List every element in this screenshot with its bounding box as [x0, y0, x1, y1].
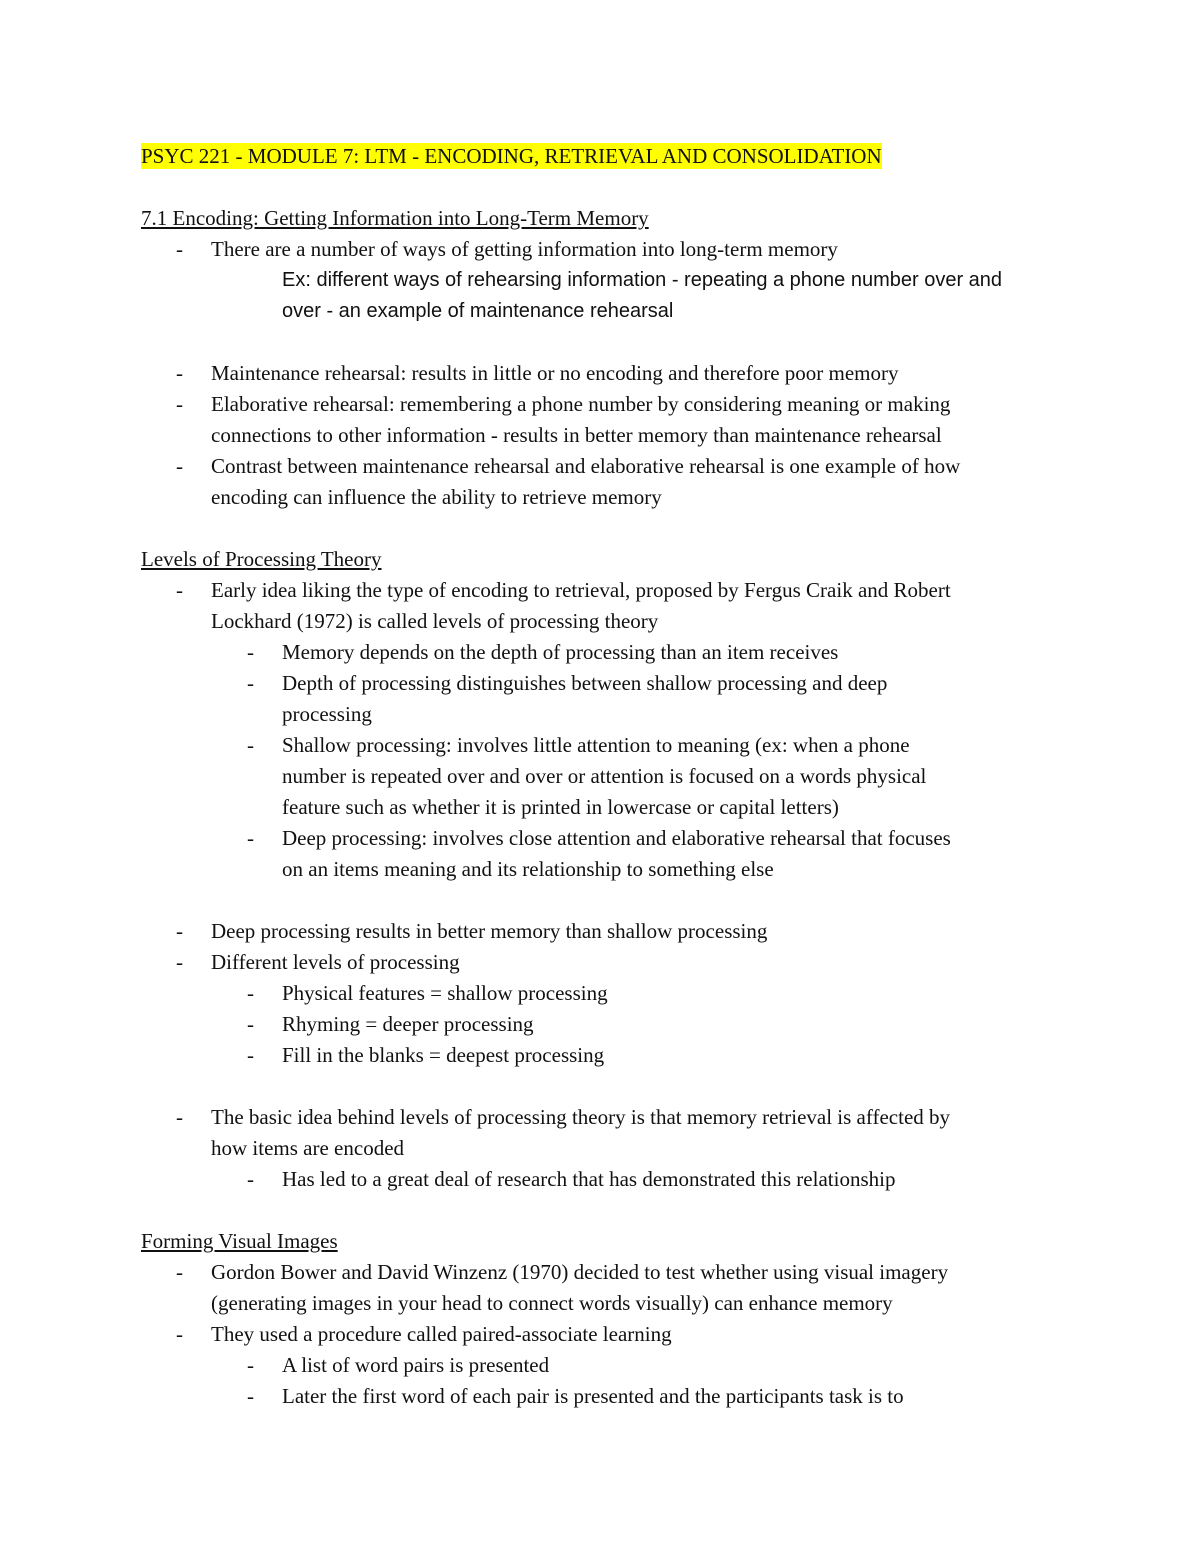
bullet-dash: -: [176, 392, 183, 416]
bullet-dash: -: [176, 1260, 183, 1284]
sub-bullet-text: A list of word pairs is presented: [282, 1353, 550, 1377]
section-heading-levels-of-processing: Levels of Processing Theory: [141, 547, 382, 571]
sub-bullet-dash: -: [247, 1043, 254, 1067]
example-text: over - an example of maintenance rehearsal: [282, 300, 674, 322]
sub-bullet-text: Shallow processing: involves little attention to meaning (ex: when a phone: [282, 733, 910, 757]
sub-bullet-text: Rhyming = deeper processing: [282, 1012, 534, 1036]
bullet-text: They used a procedure called paired-associate learning: [211, 1322, 672, 1346]
sub-bullet-dash: -: [247, 1012, 254, 1036]
example-text: Ex: different ways of rehearsing information - repeating a phone number over and: [282, 269, 1003, 291]
sub-bullet-text: Fill in the blanks = deepest processing: [282, 1043, 605, 1067]
sub-bullet-text: Has led to a great deal of research that has demonstrated this relationship: [282, 1167, 896, 1191]
bullet-text: Gordon Bower and David Winzenz (1970) decided to test whether using visual imagery: [211, 1260, 949, 1284]
bullet-text: Lockhard (1972) is called levels of processing theory: [211, 609, 659, 633]
bullet-text: Deep processing results in better memory than shallow processing: [211, 919, 768, 943]
bullet-text: Early idea liking the type of encoding to retrieval, proposed by Fergus Craik and Robert: [211, 578, 951, 602]
bullet-text: connections to other information - results in better memory than maintenance rehearsal: [211, 423, 942, 447]
sub-bullet-text: on an items meaning and its relationship to something else: [282, 857, 774, 881]
bullet-dash: -: [176, 454, 183, 478]
sub-bullet-dash: -: [247, 1353, 254, 1377]
bullet-text: (generating images in your head to connect words visually) can enhance memory: [211, 1291, 893, 1315]
bullet-text: Different levels of processing: [211, 950, 460, 974]
section-heading-encoding: 7.1 Encoding: Getting Information into Long-Term Memory: [141, 206, 649, 230]
sub-bullet-dash: -: [247, 981, 254, 1005]
bullet-dash: -: [176, 578, 183, 602]
sub-bullet-text: processing: [282, 702, 372, 726]
sub-bullet-text: Later the first word of each pair is presented and the participants task is to: [282, 1384, 904, 1408]
bullet-text: Contrast between maintenance rehearsal and elaborative rehearsal is one example of how: [211, 454, 961, 478]
bullet-text: encoding can influence the ability to retrieve memory: [211, 485, 662, 509]
section-heading-visual-images: Forming Visual Images: [141, 1229, 338, 1253]
sub-bullet-text: Depth of processing distinguishes between shallow processing and deep: [282, 671, 888, 695]
bullet-text: The basic idea behind levels of processing theory is that memory retrieval is affected by: [211, 1105, 951, 1129]
bullet-text: Elaborative rehearsal: remembering a phone number by considering meaning or making: [211, 392, 951, 416]
bullet-dash: -: [176, 237, 183, 261]
sub-bullet-dash: -: [247, 1384, 254, 1408]
sub-bullet-dash: -: [247, 826, 254, 850]
sub-bullet-text: Physical features = shallow processing: [282, 981, 608, 1005]
bullet-dash: -: [176, 361, 183, 385]
title-highlight: PSYC 221 - MODULE 7: LTM - ENCODING, RETRIEVAL AND CONSOLIDATION: [141, 144, 882, 168]
bullet-dash: -: [176, 919, 183, 943]
sub-bullet-dash: -: [247, 671, 254, 695]
sub-bullet-text: number is repeated over and over or attention is focused on a words physical: [282, 764, 927, 788]
document-title: [141, 141, 882, 172]
bullet-text: how items are encoded: [211, 1136, 405, 1160]
sub-bullet-dash: -: [247, 1167, 254, 1191]
sub-bullet-text: Memory depends on the depth of processing than an item receives: [282, 640, 839, 664]
bullet-dash: -: [176, 950, 183, 974]
bullet-text: Maintenance rehearsal: results in little or no encoding and therefore poor memory: [211, 361, 899, 385]
sub-bullet-text: Deep processing: involves close attention and elaborative rehearsal that focuses: [282, 826, 951, 850]
sub-bullet-text: feature such as whether it is printed in lowercase or capital letters): [282, 795, 839, 819]
bullet-text: There are a number of ways of getting information into long-term memory: [211, 237, 838, 261]
sub-bullet-dash: -: [247, 733, 254, 757]
bullet-dash: -: [176, 1105, 183, 1129]
sub-bullet-dash: -: [247, 640, 254, 664]
bullet-dash: -: [176, 1322, 183, 1346]
